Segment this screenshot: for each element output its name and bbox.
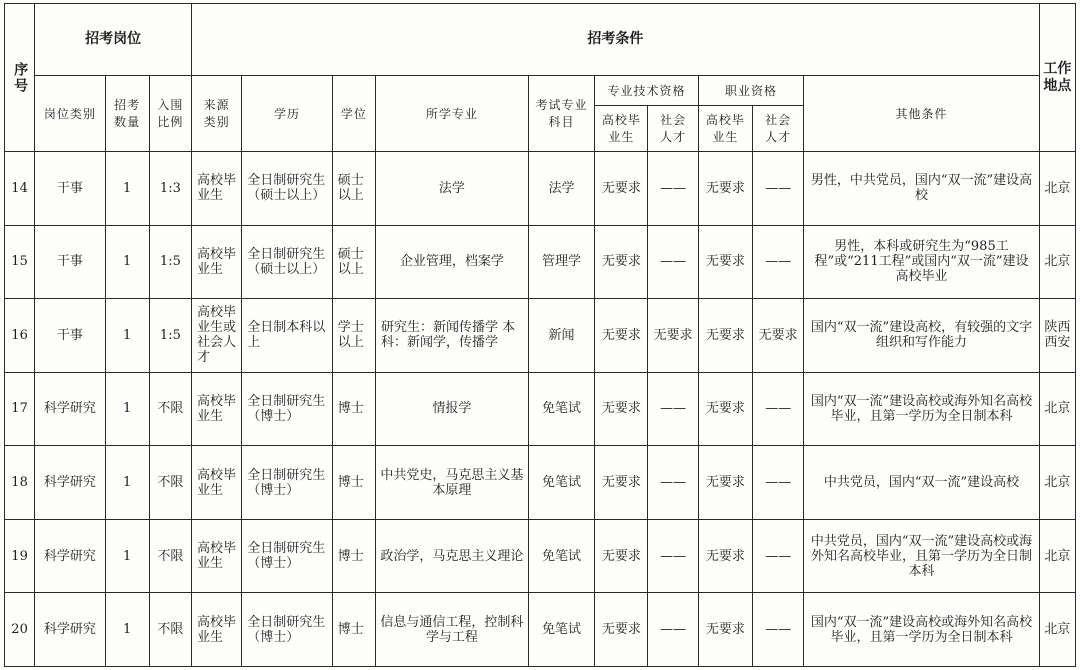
header-exam-subject-text: 考试专业科目 [535,97,588,129]
cell-seq: 16 [5,299,35,373]
cell-job-social: —— [753,446,804,520]
cell-location: 北京 [1039,593,1075,667]
cell-exam-subject: 法学 [528,152,594,226]
header-tech-grad [595,106,648,152]
cell-job-grad: 无要求 [698,299,752,373]
cell-ratio: 不限 [149,593,191,667]
header-post-type: 岗位类别 [35,76,105,152]
cell-seq: 20 [5,593,35,667]
header-location [1039,4,1075,152]
cell-source: 高校毕业生 [192,225,242,299]
cell-job-social: —— [753,152,804,226]
cell-job-grad: 无要求 [698,152,752,226]
cell-quota: 1 [105,225,149,299]
cell-seq: 14 [5,152,35,226]
cell-post-type: 干事 [35,299,105,373]
cell-tech-grad: 无要求 [595,152,648,226]
cell-quota: 1 [105,446,149,520]
cell-degree: 学士以上 [332,299,375,373]
cell-exam-subject: 新闻 [528,299,594,373]
table-row [5,446,1076,520]
cell-post-type: 科学研究 [35,446,105,520]
table-row [5,152,1076,226]
cell-degree: 硕士以上 [332,152,375,226]
header-tech-grad-text: 高校毕业生 [601,112,641,144]
header-job-social [753,106,804,152]
cell-tech-grad: 无要求 [595,225,648,299]
cell-source: 高校毕业生 [192,519,242,593]
cell-degree: 硕士以上 [332,225,375,299]
header-other: 其他条件 [804,76,1039,152]
cell-degree: 博士 [332,519,375,593]
cell-exam-subject: 免笔试 [528,519,594,593]
cell-major: 情报学 [376,372,529,446]
cell-tech-grad: 无要求 [595,519,648,593]
cell-source: 高校毕业生 [192,372,242,446]
cell-ratio: 不限 [149,372,191,446]
cell-tech-social: —— [648,446,698,520]
cell-other: 中共党员，国内“双一流”建设高校 [804,446,1039,520]
header-ratio-text: 入围比例 [157,97,184,129]
cell-other: 国内“双一流”建设高校或海外知名高校毕业，且第一学历为全日制本科 [804,593,1039,667]
cell-seq: 17 [5,372,35,446]
header-job-social-text: 社会人才 [765,112,792,144]
header-major: 所学专业 [376,76,529,152]
cell-major: 中共党史，马克思主义基本原理 [376,446,529,520]
cell-tech-grad: 无要求 [595,299,648,373]
cell-major: 企业管理，档案学 [376,225,529,299]
cell-other: 国内“双一流”建设高校，有较强的文字组织和写作能力 [804,299,1039,373]
cell-other: 中共党员，国内“双一流”建设高校或海外知名高校毕业，且第一学历为全日制本科 [804,519,1039,593]
header-job-qual: 职业资格 [698,76,804,106]
cell-education: 全日制研究生（博士） [242,519,333,593]
recruitment-table [4,3,1076,667]
cell-post-type: 科学研究 [35,519,105,593]
cell-location: 北京 [1039,152,1075,226]
cell-tech-grad: 无要求 [595,446,648,520]
cell-exam-subject: 管理学 [528,225,594,299]
cell-tech-social: —— [648,372,698,446]
cell-location: 陕西西安 [1039,299,1075,373]
header-source [192,76,242,152]
cell-tech-social: —— [648,152,698,226]
header-location-text: 工作地点 [1043,60,1072,94]
cell-quota: 1 [105,593,149,667]
cell-education: 全日制研究生（硕士以上） [242,152,333,226]
cell-tech-social: —— [648,225,698,299]
cell-ratio: 1:3 [149,152,191,226]
cell-quota: 1 [105,519,149,593]
table-row [5,299,1076,373]
cell-quota: 1 [105,299,149,373]
cell-location: 北京 [1039,372,1075,446]
header-source-text: 来源类别 [203,97,230,129]
cell-post-type: 科学研究 [35,372,105,446]
cell-quota: 1 [105,152,149,226]
cell-post-type: 干事 [35,225,105,299]
cell-education: 全日制研究生（博士） [242,372,333,446]
cell-education: 全日制本科以上 [242,299,333,373]
cell-tech-grad: 无要求 [595,372,648,446]
cell-tech-social: —— [648,593,698,667]
header-ratio [149,76,191,152]
cell-tech-social: —— [648,519,698,593]
header-job-grad-text: 高校毕业生 [705,112,745,144]
cell-ratio: 1:5 [149,225,191,299]
cell-job-grad: 无要求 [698,225,752,299]
cell-exam-subject: 免笔试 [528,593,594,667]
cell-other: 国内“双一流”建设高校或海外知名高校毕业，且第一学历为全日制本科 [804,372,1039,446]
cell-exam-subject: 免笔试 [528,372,594,446]
cell-degree: 博士 [332,372,375,446]
cell-job-social: —— [753,593,804,667]
cell-seq: 15 [5,225,35,299]
header-exam-subject [528,76,594,152]
cell-job-grad: 无要求 [698,593,752,667]
cell-job-grad: 无要求 [698,446,752,520]
cell-job-social: —— [753,519,804,593]
header-conditions-group: 招考条件 [192,4,1040,76]
cell-job-social: —— [753,372,804,446]
cell-exam-subject: 免笔试 [528,446,594,520]
header-tech-qual: 专业技术资格 [595,76,699,106]
cell-major: 政治学，马克思主义理论 [376,519,529,593]
header-quota-text: 招考数量 [114,97,141,129]
cell-ratio: 不限 [149,519,191,593]
cell-source: 高校毕业生 [192,593,242,667]
cell-other: 男性，中共党员，国内“双一流”建设高校 [804,152,1039,226]
header-degree: 学位 [332,76,375,152]
table-row [5,225,1076,299]
cell-job-grad: 无要求 [698,519,752,593]
cell-post-type: 干事 [35,152,105,226]
cell-major: 研究生：新闻传播学 本科：新闻学，传播学 [376,299,529,373]
cell-education: 全日制研究生（博士） [242,593,333,667]
table-row [5,593,1076,667]
cell-other: 男性，本科或研究生为“985工程”或“211工程”或国内“双一流”建设高校毕业 [804,225,1039,299]
cell-education: 全日制研究生（硕士以上） [242,225,333,299]
table-row [5,372,1076,446]
cell-source: 高校毕业生或社会人才 [192,299,242,373]
cell-ratio: 1:5 [149,299,191,373]
cell-seq: 18 [5,446,35,520]
header-job-grad [698,106,752,152]
cell-source: 高校毕业生 [192,152,242,226]
cell-education: 全日制研究生（博士） [242,446,333,520]
cell-location: 北京 [1039,446,1075,520]
cell-quota: 1 [105,372,149,446]
header-seq: 序号 [5,4,35,152]
cell-job-grad: 无要求 [698,372,752,446]
cell-source: 高校毕业生 [192,446,242,520]
header-tech-social [648,106,698,152]
cell-job-social: —— [753,225,804,299]
header-tech-social-text: 社会人才 [660,112,687,144]
cell-degree: 博士 [332,593,375,667]
table-row [5,519,1076,593]
cell-seq: 19 [5,519,35,593]
cell-degree: 博士 [332,446,375,520]
cell-ratio: 不限 [149,446,191,520]
cell-post-type: 科学研究 [35,593,105,667]
cell-location: 北京 [1039,225,1075,299]
header-quota [105,76,149,152]
header-education: 学历 [242,76,333,152]
cell-job-social: 无要求 [753,299,804,373]
cell-major: 信息与通信工程，控制科学与工程 [376,593,529,667]
cell-tech-grad: 无要求 [595,593,648,667]
cell-tech-social: 无要求 [648,299,698,373]
header-position-group: 招考岗位 [35,4,192,76]
cell-major: 法学 [376,152,529,226]
cell-location: 北京 [1039,519,1075,593]
